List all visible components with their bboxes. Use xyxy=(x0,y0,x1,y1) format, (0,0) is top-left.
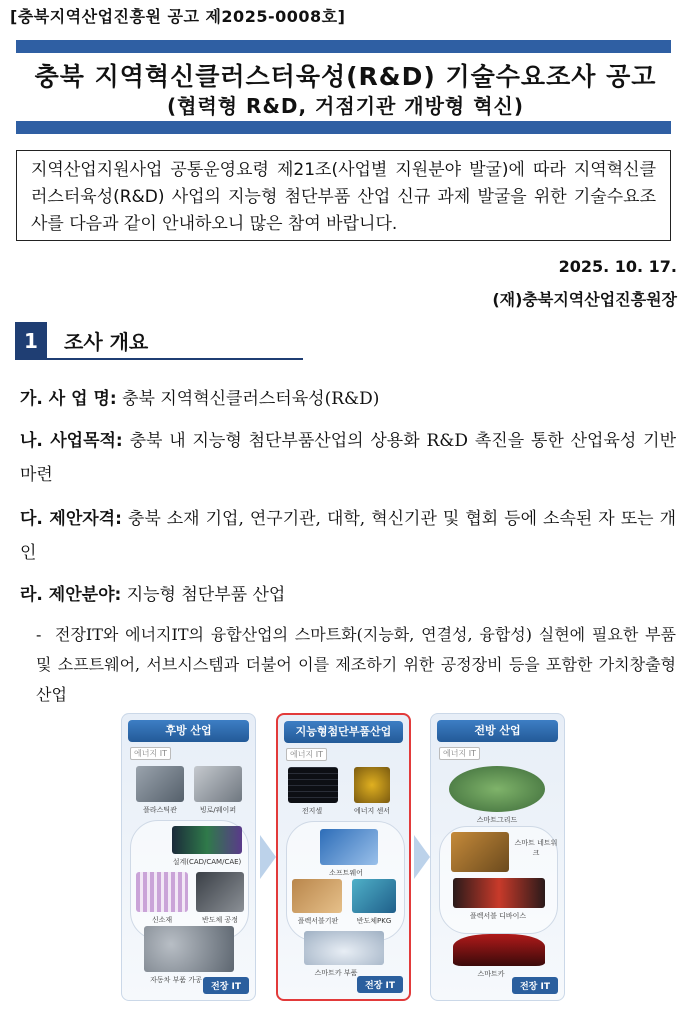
item-content: 충북 지역혁신클러스터육성(R&D) xyxy=(122,389,380,409)
overview-item-purpose xyxy=(20,424,676,492)
semiconductor-process-image xyxy=(196,872,244,912)
column-header: 전방 산업 xyxy=(437,720,558,742)
diagram-caption: 플렉서블기판 xyxy=(297,917,339,925)
title-bar-bottom xyxy=(16,121,671,134)
flow-arrow-icon xyxy=(414,835,430,879)
energy-it-tag: 에너지 IT xyxy=(286,748,327,761)
battery-cell-image xyxy=(288,767,338,803)
dash-marker: - xyxy=(36,625,42,644)
plastic-pipe-image xyxy=(136,766,184,802)
energy-it-tag: 에너지 IT xyxy=(130,747,171,760)
notice-number: [충북지역산업진흥원 공고 제2025-0008호] xyxy=(10,7,346,26)
smartcar-image xyxy=(453,934,545,966)
item-label: 가. 사 업 명: xyxy=(20,389,117,409)
intro-text: 지역산업지원사업 공통운영요령 제21조(사업별 지원분야 발굴)에 따라 지역혁신클러스터육성(R&D) 사업의 지능형 첨단부품 산업 신규 과제 발굴을 위한 기술수요조사를 다음과 같이 안내하오니 많은 참여 바랍니다. xyxy=(31,160,656,234)
automotive-it-tag: 전장 IT xyxy=(357,976,403,993)
item-label: 다. 제안자격: xyxy=(20,509,122,529)
field-detail xyxy=(36,620,676,710)
diagram-caption: 스마트 네트워크 xyxy=(514,839,558,857)
diagram-caption: 플라스틱관 xyxy=(143,806,177,814)
diagram-caption: 소프트웨어 xyxy=(329,869,363,877)
diagram-caption: 자동차 부품 가공 xyxy=(150,976,202,984)
automotive-it-tag: 전장 IT xyxy=(512,977,558,994)
energy-it-tag: 에너지 IT xyxy=(439,747,480,760)
diagram-caption: 빙로/웨이퍼 xyxy=(199,806,237,814)
diagram-column-backward xyxy=(121,713,256,1001)
diagram-caption: 스마트카 xyxy=(477,970,505,978)
automotive-it-tag: 전장 IT xyxy=(203,977,249,994)
diagram-caption: 스마트그리드 xyxy=(476,816,518,824)
auto-parts-image xyxy=(144,926,234,972)
flexible-device-image xyxy=(453,878,545,908)
flexible-substrate-image xyxy=(292,879,342,913)
diagram-column-forward xyxy=(430,713,565,1001)
diagram-column-core xyxy=(276,713,411,1001)
field-detail-text: 전장IT와 에너지IT의 융합산업의 스마트화(지능화, 연결성, 융합성) 실현에 필요한 부품 및 소프트웨어, 서브시스템과 더불어 이를 제조하기 위한 공정장비 등을 포함한 가치창출형 산업 xyxy=(36,625,676,704)
smartcar-part-image xyxy=(304,931,384,965)
section-number: 1 xyxy=(15,322,47,360)
software-image xyxy=(320,829,378,865)
page-title: 충북 지역혁신클러스터육성(R&D) 기술수요조사 공고 xyxy=(34,62,657,91)
diagram-caption: 플렉서블 디바이스 xyxy=(469,912,527,920)
issuer: (재)충북지역산업진흥원장 xyxy=(492,290,677,309)
overview-item-field xyxy=(20,578,676,612)
diagram-caption: 반도체PKG xyxy=(356,917,392,925)
item-label: 라. 제안분야: xyxy=(20,585,122,605)
section-underline xyxy=(15,358,303,360)
item-content: 충북 내 지능형 첨단부품산업의 상용화 R&D 촉진을 통한 산업육성 기반 마련 xyxy=(20,431,676,485)
page-subtitle: (협력형 R&D, 거점기관 개방형 혁신) xyxy=(166,94,524,118)
diagram-caption: 스마트카 부품 xyxy=(314,969,358,977)
column-header: 지능형첨단부품산업 xyxy=(284,721,403,743)
diagram-caption: 신소재 xyxy=(151,916,173,924)
industry-diagram xyxy=(121,713,565,1001)
item-content: 충북 소재 기업, 연구기관, 대학, 혁신기관 및 협회 등에 소속된 자 또는 개인 xyxy=(20,509,676,563)
intro-box xyxy=(16,150,671,241)
overview-item-eligibility xyxy=(20,502,676,570)
item-label: 나. 사업목적: xyxy=(20,431,123,451)
overview-item-name xyxy=(20,382,676,416)
notice-date: 2025. 10. 17. xyxy=(558,257,677,276)
smart-grid-image xyxy=(449,766,545,812)
title-bar-top xyxy=(16,40,671,53)
diagram-caption: 전지셀 xyxy=(301,807,323,815)
diagram-caption: 에너지 센서 xyxy=(353,807,391,815)
column-header: 후방 산업 xyxy=(128,720,249,742)
diagram-caption: 반도체 공정 xyxy=(201,916,239,924)
semiconductor-pkg-image xyxy=(352,879,396,913)
ingot-wafer-image xyxy=(194,766,242,802)
cad-image xyxy=(172,826,242,854)
smart-network-image xyxy=(451,832,509,872)
flow-arrow-icon xyxy=(260,835,276,879)
item-content: 지능형 첨단부품 산업 xyxy=(126,585,286,605)
new-material-image xyxy=(136,872,188,912)
diagram-caption: 설계(CAD/CAM/CAE) xyxy=(172,858,242,866)
energy-sensor-image xyxy=(354,767,390,803)
section-title: 조사 개요 xyxy=(64,330,149,354)
